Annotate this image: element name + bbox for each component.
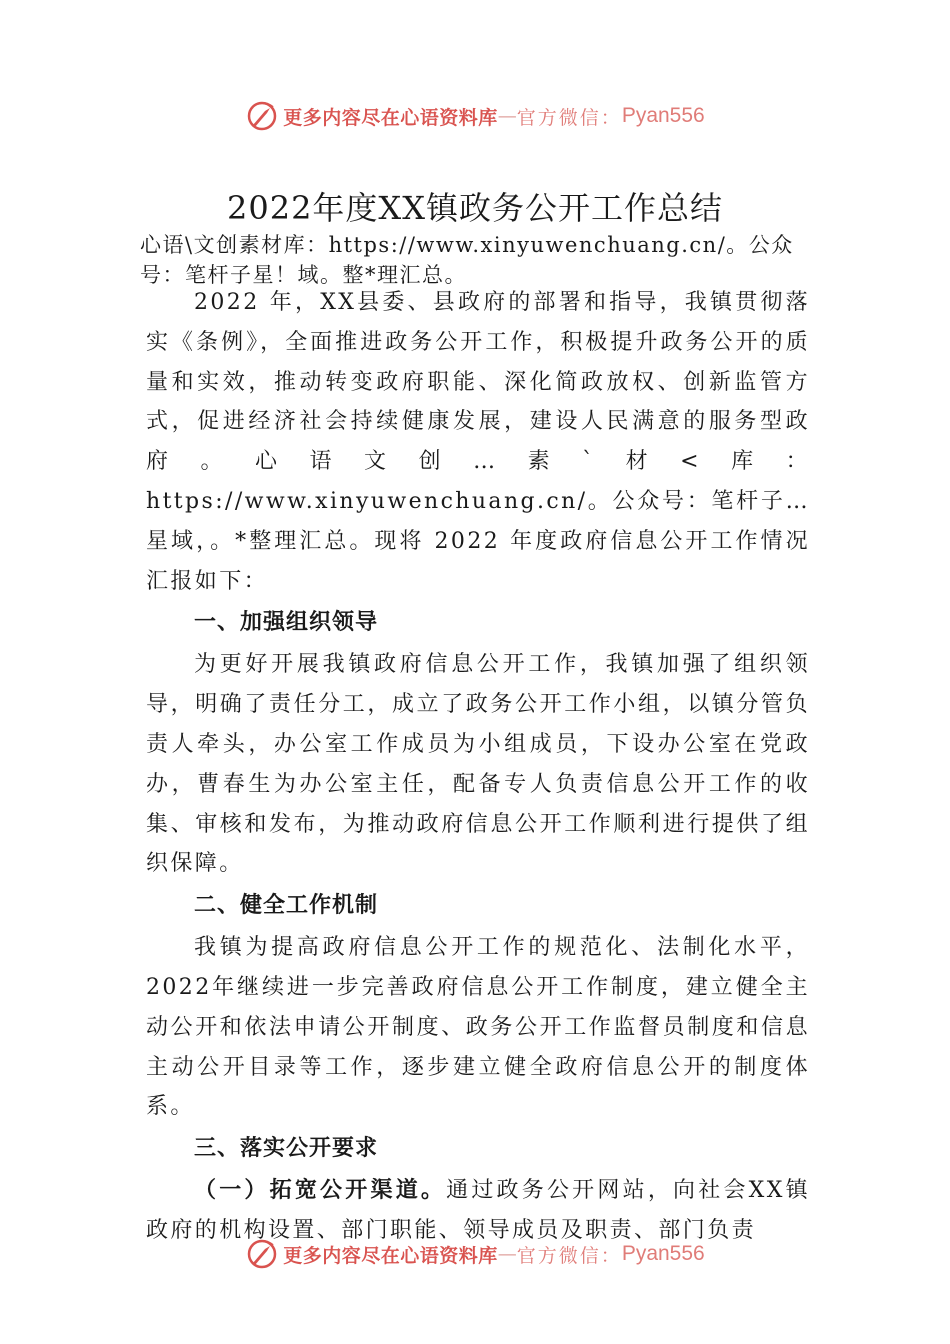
banner-wechat-label: 官方微信：	[516, 1244, 622, 1267]
source-line: 心语\文创素材库：https://www.xinyuwenchuang.cn/。公众号：笔杆子星！域。整*理汇总。	[140, 233, 794, 287]
section-paragraph-2: 我镇为提高政府信息公开工作的规范化、法制化水平，2022年继续进一步完善政府信息公开工作制度，建立健全主动公开和依法申请公开制度、政务公开工作监督员制度和信息主动公开目录等工作，逐步建立健全政府信息公开的制度体系。	[146, 935, 810, 1120]
header-watermark-banner	[0, 94, 950, 138]
section-paragraph-1: 为更好开展我镇政府信息公开工作，我镇加强了组织领导，明确了责任分工，成立了政务公开工作小组，以镇分管负责人牵头，办公室工作成员为小组成员，下设办公室在党政办，曹春生为办公室主任，配备专人负责信息公开工作的收集、审核和发布，为推动政府信息公开工作顺利进行提供了组织保障。	[146, 652, 810, 877]
banner-separator: —	[497, 105, 517, 127]
banner-wechat-label: 官方微信：	[516, 106, 622, 129]
subsection-text: 通过政务公开网站，向社会XX镇政府的机构设置、部门职能、领导成员及职责、部门负责	[146, 1178, 810, 1243]
section-heading-3: 三、落实公开要求	[194, 1136, 379, 1162]
intro-paragraph: 2022 年，XX县委、县政府的部署和指导，我镇贯彻落实《条例》，全面推进政务公开工作，积极提升政务公开的质量和实效，推动转变政府职能、深化简政放权、创新监管方式，促进经济社会持续健康发展，建设人民满意的服务型政府。心语文创…素`材<库：https://www.xinyuwenchuang.cn/。公众号：笔杆子…星域，。*整理汇总。现将 2022 年度政府信息公开工作情况汇报如下：	[146, 290, 810, 594]
pen-nib-logo-icon	[245, 99, 279, 133]
subsection-label: （一）拓宽公开渠道。	[194, 1177, 447, 1204]
footer-watermark-banner	[0, 1232, 950, 1276]
banner-text: 更多内容尽在心语资料库	[283, 1244, 498, 1267]
document-title: 2022年度XX镇政务公开工作总结	[226, 189, 723, 227]
banner-wechat-id: Pyan556	[621, 1242, 705, 1265]
document-body	[146, 283, 810, 1251]
banner-text: 更多内容尽在心语资料库	[283, 106, 498, 129]
section-heading-1: 一、加强组织领导	[194, 610, 379, 636]
pen-nib-logo-icon	[245, 1237, 279, 1271]
banner-wechat-id: Pyan556	[621, 104, 705, 127]
section-heading-2: 二、健全工作机制	[194, 893, 379, 919]
banner-separator: —	[497, 1243, 517, 1265]
